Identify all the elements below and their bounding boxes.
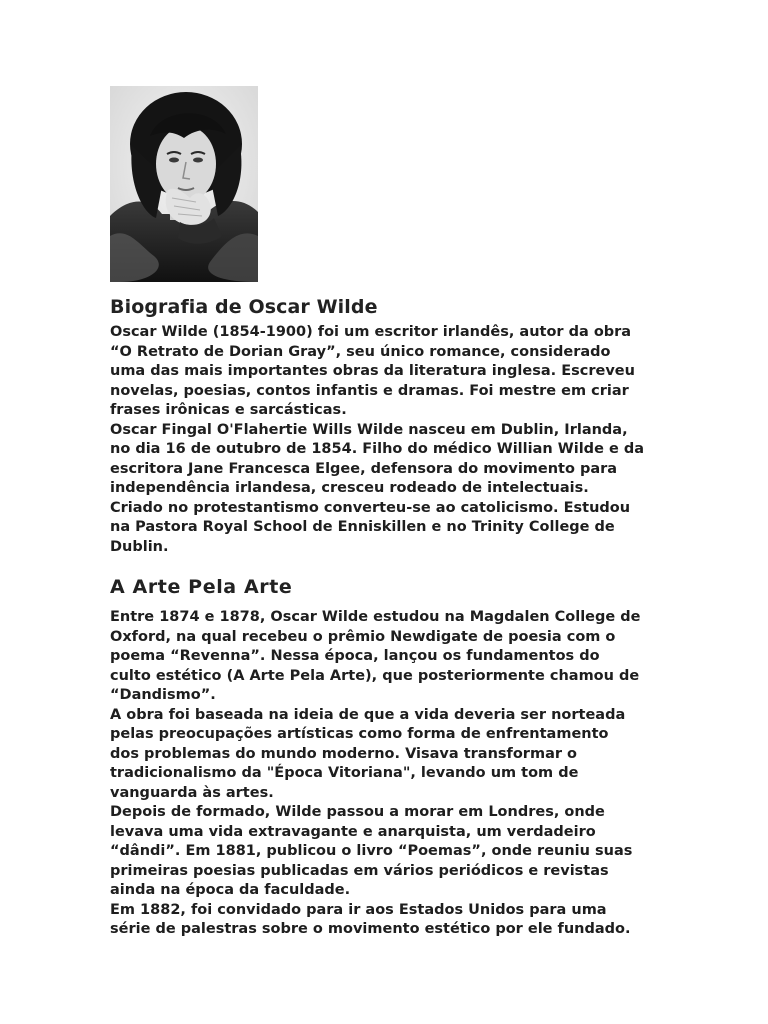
bio-paragraph: Oscar Wilde (1854-1900) foi um escritor irlandês, autor da obra “O Retrato de Dorian Gray”, seu único romance, considerado uma das mais importantes obras da literatura inglesa. Escreveu novelas, poesias, contos infantis e dramas. Foi mestre em criar frases irônicas e sarcásticas. — [110, 324, 635, 418]
document-body — [110, 294, 670, 940]
arte-paragraph: Depois de formado, Wilde passou a morar em Londres, onde levava uma vida extravagante e anarquista, um verdadeiro “dândi”. Em 1881, publicou o livro “Poemas”, onde reuniu suas primeiras poesias publicadas em vários periódicos e revistas ainda na época da faculdade. — [110, 804, 633, 898]
portrait-image — [110, 86, 258, 282]
arte-paragraph: Em 1882, foi convidado para ir aos Estados Unidos para uma série de palestras sobre o movimento estético por ele fundado. — [110, 901, 631, 937]
arte-heading: A Arte Pela Arte — [110, 576, 293, 598]
arte-paragraph: Entre 1874 e 1878, Oscar Wilde estudou na Magdalen College de Oxford, na qual recebeu o prêmio Newdigate de poesia com o poema “Revenna”. Nessa época, lançou os fundamentos do culto estético (A Arte Pela Arte), que posteriormente chamou de “Dandismo”. — [110, 609, 641, 703]
bio-paragraph: Oscar Fingal O'Flahertie Wills Wilde nasceu em Dublin, Irlanda, no dia 16 de outubro de 1854. Filho do médico Willian Wilde e da escritora Jane Francesca Elgee, defensora do movimento para independência irlandesa, cresceu rodeado de intelectuais. Criado no protestantismo converteu-se ao catolicismo. Estudou na Pastora Royal School de Enniskillen e no Trinity College de Dublin. — [110, 421, 644, 555]
portrait-photo — [110, 86, 258, 282]
bio-heading: Biografia de Oscar Wilde — [110, 296, 378, 318]
arte-paragraph: A obra foi baseada na ideia de que a vida deveria ser norteada pelas preocupações artísticas como forma de enfrentamento dos problemas do mundo moderno. Visava transformar o tradicionalismo da "Época Vitoriana", levando um tom de vanguarda às artes. — [110, 706, 626, 801]
